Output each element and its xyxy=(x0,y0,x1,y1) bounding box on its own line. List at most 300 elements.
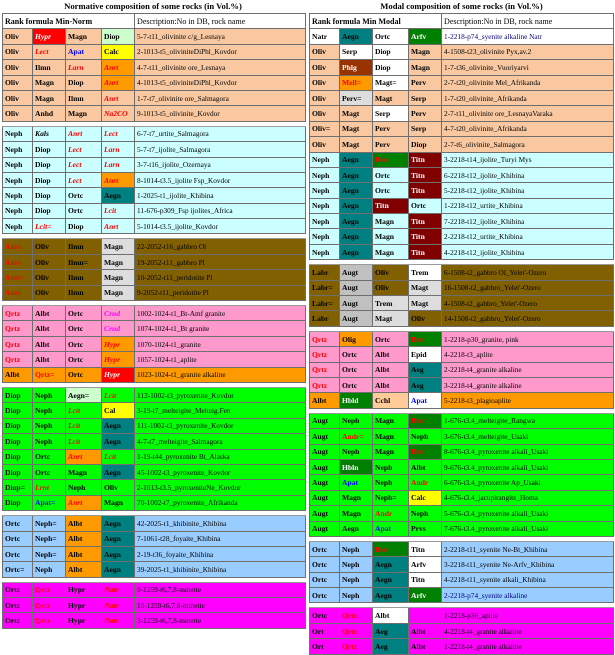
mineral-cell: Qrtz xyxy=(3,352,33,367)
mineral-cell: Diop xyxy=(3,449,33,464)
mineral-cell: Qrtz xyxy=(33,598,66,613)
mineral-cell: Ort xyxy=(310,623,340,638)
rock-description: 1002-1024-t1_Bt-Amf granite xyxy=(135,306,306,321)
mineral-cell: Oliv= xyxy=(310,121,340,136)
mineral-cell: Olig xyxy=(340,331,373,346)
mineral-cell: Anrt xyxy=(3,239,33,254)
table-row xyxy=(3,157,306,172)
mineral-cell: Diop xyxy=(66,219,102,234)
table-row xyxy=(310,167,614,182)
mineral-cell: Lcit xyxy=(102,387,135,402)
mineral-cell: Augt xyxy=(310,444,340,459)
mineral-cell: Albt xyxy=(33,352,66,367)
mineral-cell: Qrtz xyxy=(310,377,340,392)
mineral-cell: Calc xyxy=(409,490,442,505)
mineral-cell: Titn xyxy=(409,244,442,259)
table-row xyxy=(3,219,306,234)
mineral-cell: Augt xyxy=(340,296,373,311)
mineral-cell: Aegn xyxy=(102,464,135,479)
mineral-cell: Ilmn xyxy=(66,239,102,254)
mineral-cell: Ilmn= xyxy=(66,254,102,269)
rock-description: 4-7-t20_olivinite_Afrikanda xyxy=(442,121,614,136)
mineral-cell: Diop xyxy=(3,418,33,433)
mineral-cell: Titn xyxy=(409,183,442,198)
table-row xyxy=(310,541,614,556)
mineral-cell: Epid xyxy=(409,347,442,362)
mineral-cell: Neph xyxy=(33,562,66,577)
rock-description: 2-7-t11_olivinite ore_LesnayaVaraka xyxy=(442,106,614,121)
mineral-cell: Qrtz xyxy=(310,347,340,362)
rock-description: 42-2025-t1_khibinite_Khibina xyxy=(135,516,306,531)
rock-description: 5-1014-t3.5_ijolite_Kovdor xyxy=(135,219,306,234)
mineral-cell: Ortc xyxy=(340,347,373,362)
rock-description: 4-7-t11_olivinite ore_Lesnaya xyxy=(135,60,306,75)
mineral-cell: Oliv xyxy=(3,90,33,105)
mineral-cell: Aegn xyxy=(340,167,373,182)
mineral-cell: Neph xyxy=(3,172,33,187)
rock-description: 1-2025-t1_ijolite_Khibina xyxy=(135,188,306,203)
mineral-cell: Oliv xyxy=(310,44,340,59)
mineral-cell: Magn xyxy=(409,60,442,75)
mineral-cell: Magn xyxy=(102,239,135,254)
mineral-cell: Qrtz xyxy=(3,306,33,321)
mineral-cell: Hbln xyxy=(340,459,373,474)
rock-description: 3-2218-t11_syenite Ne-Arfv_Khibina xyxy=(442,557,614,572)
rock-description: 70-1002-t7_pyroxenite_Afrikanda xyxy=(135,495,306,510)
rock-description: 7-1061-t28_foyaite_Khibina xyxy=(135,531,306,546)
mineral-cell: Albt xyxy=(33,306,66,321)
rock-description: 1-19-t44_pyroxenite Bt_Alaska xyxy=(135,449,306,464)
table-row xyxy=(310,429,614,444)
mineral-cell: Biot xyxy=(409,331,442,346)
mineral-cell: Labr xyxy=(310,311,340,326)
mineral-cell: Diop xyxy=(33,188,66,203)
table-row xyxy=(3,516,306,531)
mineral-cell: Magn xyxy=(66,464,102,479)
mineral-cell: Magn xyxy=(33,90,66,105)
mineral-cell: Lrnt xyxy=(33,480,66,495)
mineral-cell: Ortc xyxy=(340,377,373,392)
mineral-cell: Aegn xyxy=(340,198,373,213)
table-row xyxy=(310,229,614,244)
table-row xyxy=(310,459,614,474)
mineral-cell: Albt xyxy=(66,516,102,531)
mineral-cell: Arfv xyxy=(409,29,442,44)
mineral-cell: Aeg xyxy=(373,623,409,638)
mineral-cell: Anrt xyxy=(3,285,33,300)
mineral-cell: Qrtz xyxy=(340,608,373,623)
mineral-cell: Qrtz xyxy=(33,613,66,628)
mineral-cell: Oliv xyxy=(310,90,340,105)
mineral-cell: Albt xyxy=(66,562,102,577)
mineral-cell: Ortc xyxy=(66,203,102,218)
mineral-cell: Biot xyxy=(373,152,409,167)
table-row xyxy=(3,29,306,44)
mineral-cell: Andr xyxy=(373,506,409,521)
mineral-cell: Neph xyxy=(340,541,373,556)
mineral-cell: Augt xyxy=(310,413,340,428)
mineral-cell: Hypr xyxy=(66,613,102,628)
mineral-cell: Diop xyxy=(373,44,409,59)
rock-description: 9-676-t3.4_pyroxenite alkali_Usaki xyxy=(442,459,614,474)
rock-description: 2-1013-t5_olivinitеDiPhl_Kovdor xyxy=(135,44,306,59)
mineral-cell: Albt xyxy=(409,623,442,638)
mineral-cell: Ilmn xyxy=(33,60,66,75)
table-row xyxy=(3,285,306,300)
rock-description: 6-7-t7_urtite_Salmagora xyxy=(135,126,306,141)
mineral-cell: Ortc xyxy=(409,198,442,213)
mineral-cell: Labr xyxy=(310,265,340,280)
table-row xyxy=(310,572,614,587)
rock-description: 6-2218-t12_ijolite_Khibina xyxy=(442,167,614,182)
mineral-cell: Augt xyxy=(310,506,340,521)
mineral-cell: Serp xyxy=(409,90,442,105)
mineral-cell: Labr= xyxy=(310,296,340,311)
mineral-cell: Lect xyxy=(33,44,66,59)
table-row xyxy=(3,126,306,141)
left-title: Normative composition of some rocks (in Vol.%) xyxy=(64,1,242,11)
mineral-cell: Anrt= xyxy=(3,270,33,285)
rock-description: 16-1508-t2_gabbro_Yelet'-Ozero xyxy=(442,280,614,295)
mineral-cell: Perv= xyxy=(340,90,373,105)
table-row xyxy=(310,244,614,259)
mineral-cell: Titn xyxy=(409,541,442,556)
rock-description: 1-2218-p74_syenite alkaline Natr xyxy=(442,29,614,44)
rock-description: 4-1508-t2_gabbro_Yelet'-Ozero xyxy=(442,296,614,311)
mineral-cell: Anrt xyxy=(66,449,102,464)
table-row xyxy=(3,403,306,418)
mineral-cell: Diop xyxy=(3,464,33,479)
rock-description: 3-7-t16_ijolite_Ozernaya xyxy=(135,157,306,172)
table-row xyxy=(310,444,614,459)
table-row xyxy=(3,142,306,157)
mineral-cell: Aegn xyxy=(102,516,135,531)
rock-description: 9-2052-t11_peridotite Pl xyxy=(135,285,306,300)
table-row xyxy=(310,475,614,490)
table-row xyxy=(310,377,614,392)
mineral-cell: Arfv xyxy=(409,557,442,572)
mineral-cell: Na2CO xyxy=(102,106,135,121)
mineral-cell: Hypr xyxy=(33,29,66,44)
mineral-cell: Serp xyxy=(409,121,442,136)
mineral-cell: Aeg xyxy=(409,377,442,392)
rock-description: 4-2218-t4_granite alkaline xyxy=(442,623,614,638)
mineral-cell: Anrt xyxy=(102,60,135,75)
mineral-cell: Neph xyxy=(409,429,442,444)
table-row xyxy=(310,362,614,377)
table-row xyxy=(310,393,614,408)
rock-description: 39-2025-t1_khibinite_Khibina xyxy=(135,562,306,577)
mineral-cell: Labr= xyxy=(310,280,340,295)
mineral-cell: Diop xyxy=(3,403,33,418)
mineral-cell: Neph xyxy=(3,126,33,141)
rock-description: 1-7-t7_olivinite ore_Salmagora xyxy=(135,90,306,105)
right-title: Modal composition of some rocks (in Vol.%) xyxy=(380,1,543,11)
mineral-cell: Aegn xyxy=(102,531,135,546)
mineral-cell: Oliv xyxy=(3,75,33,90)
mineral-cell: Lcit xyxy=(66,434,102,449)
table-header-row xyxy=(310,14,614,29)
mineral-cell: Magt xyxy=(409,296,442,311)
table-row xyxy=(3,172,306,187)
mineral-cell: Lcit xyxy=(66,418,102,433)
header-description: Description:No in DB, rock name xyxy=(442,14,614,29)
mineral-cell: Magn xyxy=(102,270,135,285)
mineral-cell: Serp xyxy=(373,106,409,121)
mineral-cell: Larn xyxy=(102,142,135,157)
rock-description: 4-676-t3.4_jacupirangite_Homa xyxy=(442,490,614,505)
table-row xyxy=(3,254,306,269)
mineral-cell: Oliv xyxy=(102,480,135,495)
mineral-cell: Diop xyxy=(66,75,102,90)
rock-description: 19-2052-t11_gabbro Pl xyxy=(135,254,306,269)
mineral-cell: Lcit xyxy=(102,203,135,218)
mineral-cell: Magt= xyxy=(373,75,409,90)
table-row xyxy=(3,613,306,628)
table-row xyxy=(3,418,306,433)
rock-description: 4-7-t7_melteigite_Salmagora xyxy=(135,434,306,449)
mineral-cell: Ortc xyxy=(340,362,373,377)
mineral-cell: Magt xyxy=(340,137,373,152)
rock-description: 14-1508-t2_gabbro_Yelet'-Ozero xyxy=(442,311,614,326)
mineral-cell: Lect xyxy=(66,172,102,187)
mineral-cell: Oliv xyxy=(33,254,66,269)
mineral-cell: Anrt xyxy=(66,495,102,510)
mineral-cell: Hypr xyxy=(102,336,135,351)
table-row xyxy=(310,75,614,90)
mineral-cell: Trem xyxy=(373,296,409,311)
table-row xyxy=(3,203,306,218)
table-row xyxy=(3,44,306,59)
mineral-cell: Natr xyxy=(102,613,135,628)
mineral-cell: Diop xyxy=(3,387,33,402)
mineral-cell: Neph xyxy=(33,418,66,433)
mineral-cell: Arfv xyxy=(409,588,442,603)
rock-description: 5-2218-t3_plagioaplite xyxy=(442,393,614,408)
mineral-cell: Magn xyxy=(66,29,102,44)
mineral-cell: Albt xyxy=(373,377,409,392)
mineral-cell: Augt xyxy=(310,521,340,536)
mineral-cell: Oliv xyxy=(310,60,340,75)
mineral-cell: Aegn xyxy=(340,521,373,536)
header-description: Description:No in DB, rock name xyxy=(135,14,306,29)
mineral-cell: Perv xyxy=(373,121,409,136)
mineral-cell: Natr xyxy=(310,29,340,44)
mineral-cell: Neph xyxy=(310,244,340,259)
mineral-cell: Ortc xyxy=(3,546,33,561)
mineral-cell: Magn xyxy=(33,75,66,90)
mineral-cell: Neph xyxy=(340,572,373,587)
mineral-cell: Qrtz xyxy=(310,331,340,346)
mineral-cell: Ortc xyxy=(3,582,33,597)
rock-description: 4-1013-t5_olivinitеDiPhl_Kovdor xyxy=(135,75,306,90)
mineral-cell: Augt xyxy=(310,459,340,474)
rock-description: 2-1013-t3.5_pyroxeniteNe_Kovdor xyxy=(135,480,306,495)
table-row xyxy=(3,598,306,613)
rock-description: 4-1508-t23_olivinite Pyx,av.2 xyxy=(442,44,614,59)
rock-description: 1-676-t3.4_melteigite_Rangwa xyxy=(442,413,614,428)
table-row xyxy=(3,387,306,402)
mineral-cell: Aeg xyxy=(373,639,409,654)
table-row xyxy=(3,106,306,121)
rock-description: 7-2218-t12_ijolite_Khibina xyxy=(442,214,614,229)
mineral-cell: Ilmn xyxy=(66,285,102,300)
mineral-cell: Apat= xyxy=(33,495,66,510)
mineral-cell: Oliv xyxy=(3,60,33,75)
mineral-cell: Neph xyxy=(310,198,340,213)
mineral-cell: Cchl xyxy=(373,393,409,408)
mineral-cell: Augt xyxy=(310,429,340,444)
mineral-cell: Aegn xyxy=(340,29,373,44)
mineral-cell: Ortc xyxy=(3,613,33,628)
mineral-cell: Albt xyxy=(3,367,33,382)
table-row xyxy=(310,137,614,152)
mineral-cell: Aegn xyxy=(102,188,135,203)
mineral-cell: Oliv xyxy=(3,29,33,44)
mineral-cell: Anrt xyxy=(66,126,102,141)
mineral-cell: Aegn xyxy=(340,229,373,244)
mineral-cell: Magn xyxy=(373,413,409,428)
mineral-cell: Albt xyxy=(373,608,409,623)
table-row xyxy=(310,106,614,121)
mineral-cell: Ilmn xyxy=(66,270,102,285)
mineral-cell: Ortc xyxy=(66,352,102,367)
mineral-cell: Larn xyxy=(66,60,102,75)
mineral-cell: Ortc xyxy=(310,588,340,603)
rock-description: 6-676-t3.4_pyroxenite Ap_Usaki xyxy=(442,475,614,490)
mineral-cell: Aegn xyxy=(340,214,373,229)
rock-description: 1-2218-t12_urtite_Khibina xyxy=(442,198,614,213)
mineral-cell xyxy=(409,608,442,623)
mineral-cell: Oliv xyxy=(33,270,66,285)
mineral-cell: Titn xyxy=(409,167,442,182)
mineral-cell: Ortc xyxy=(310,572,340,587)
mineral-cell: Augt xyxy=(340,265,373,280)
rock-description: 1-2218-p36_aplite xyxy=(442,608,614,623)
mineral-cell: Lect xyxy=(66,142,102,157)
rock-description: 2-2218-t4_granite alkaline xyxy=(442,362,614,377)
table-row xyxy=(310,588,614,603)
table-row xyxy=(3,306,306,321)
mineral-cell: Titn xyxy=(409,572,442,587)
mineral-cell: Neph xyxy=(409,506,442,521)
mineral-cell: Qrtz xyxy=(310,362,340,377)
mineral-cell: Albt xyxy=(409,459,442,474)
table-row xyxy=(310,152,614,167)
mineral-cell: Hbld xyxy=(340,393,373,408)
mineral-cell: Aegn xyxy=(373,588,409,603)
mineral-cell: Neph xyxy=(373,459,409,474)
mineral-cell: Neph= xyxy=(33,516,66,531)
rock-description: 1-2218-p30_granite, pink xyxy=(442,331,614,346)
rock-description: 9-1259-t6,7,8-minette xyxy=(135,582,306,597)
mineral-cell: Qrtz= xyxy=(33,367,66,382)
mineral-cell: Perv xyxy=(409,75,442,90)
mineral-cell: Lcit= xyxy=(33,219,66,234)
mineral-cell: Apat xyxy=(340,475,373,490)
table-row xyxy=(3,336,306,351)
table-row xyxy=(3,449,306,464)
mineral-cell: Mell= xyxy=(340,75,373,90)
mineral-cell: Aegn xyxy=(373,572,409,587)
rock-description: 2-2218-p74_syenite alkaline xyxy=(442,588,614,603)
mineral-cell: Magn xyxy=(373,244,409,259)
table-row xyxy=(310,44,614,59)
mineral-cell: Perv xyxy=(373,137,409,152)
mineral-cell: Hypr xyxy=(102,352,135,367)
rock-description: 5-676-t3.4_pyroxenite alkali_Usaki xyxy=(442,506,614,521)
rock-description: 3-1259-t6,7,8-minette xyxy=(135,613,306,628)
table-row xyxy=(310,280,614,295)
mineral-cell: Anhd xyxy=(33,106,66,121)
mineral-cell: Oliv xyxy=(33,239,66,254)
mineral-cell: Biot xyxy=(409,444,442,459)
mineral-cell: Magt xyxy=(409,280,442,295)
mineral-cell: Magn xyxy=(102,285,135,300)
mineral-cell: Neph xyxy=(33,403,66,418)
rock-description: 10-1259-t6,7,8-minette xyxy=(135,598,306,613)
mineral-cell: Natr xyxy=(102,582,135,597)
mineral-cell: Magt xyxy=(340,121,373,136)
mineral-cell: Neph xyxy=(3,142,33,157)
mineral-cell: Oliv xyxy=(409,311,442,326)
rock-description: 5-7-t11_olivinite c/g_Lesnaya xyxy=(135,29,306,44)
rock-description: 3-19-t7_melteigite_Melteig.Fen xyxy=(135,403,306,418)
table-row xyxy=(3,90,306,105)
mineral-cell: Neph xyxy=(310,214,340,229)
mineral-cell: Oliv xyxy=(373,280,409,295)
mineral-cell: Oliv xyxy=(3,106,33,121)
mineral-cell: Magn xyxy=(102,254,135,269)
mineral-cell: Neph= xyxy=(33,546,66,561)
mineral-cell: Albt xyxy=(66,531,102,546)
mineral-cell: Andr= xyxy=(340,429,373,444)
mineral-cell: Oliv xyxy=(310,106,340,121)
mineral-cell: Larn xyxy=(102,157,135,172)
mineral-cell: Lcit xyxy=(66,403,102,418)
mineral-cell: Qrtz xyxy=(340,639,373,654)
table-row xyxy=(310,296,614,311)
mineral-cell: Anrt xyxy=(102,75,135,90)
mineral-cell: Ortc xyxy=(373,167,409,182)
mineral-cell: Aegn xyxy=(102,434,135,449)
table-row xyxy=(310,413,614,428)
table-row xyxy=(3,546,306,561)
rock-description: 5-2218-t12_ijolite_Khibina xyxy=(442,183,614,198)
mineral-cell: Neph xyxy=(340,413,373,428)
mineral-cell: Biot xyxy=(373,541,409,556)
mineral-cell: Magn xyxy=(340,506,373,521)
mineral-cell: Magt xyxy=(373,90,409,105)
mineral-cell: Ortc xyxy=(66,367,102,382)
table-row xyxy=(310,198,614,213)
mineral-cell: Crnd xyxy=(102,321,135,336)
rock-description: 2-2218-t11_syenite Ne-Bt_Khibina xyxy=(442,541,614,556)
mineral-cell: Phlg xyxy=(340,60,373,75)
mineral-cell: Titn xyxy=(409,229,442,244)
header-rank-formula: Rank formula Min-Norm xyxy=(3,14,135,29)
mineral-cell: Titn xyxy=(373,198,409,213)
mineral-cell: Oliv xyxy=(310,75,340,90)
mineral-cell: Ortc xyxy=(66,336,102,351)
table-row xyxy=(310,265,614,280)
mineral-cell: Ortc xyxy=(310,541,340,556)
mineral-cell: Ilmn xyxy=(66,90,102,105)
table-row xyxy=(3,562,306,577)
mineral-cell: Crnd xyxy=(102,306,135,321)
table-row xyxy=(3,434,306,449)
mineral-cell: Hypr xyxy=(66,582,102,597)
